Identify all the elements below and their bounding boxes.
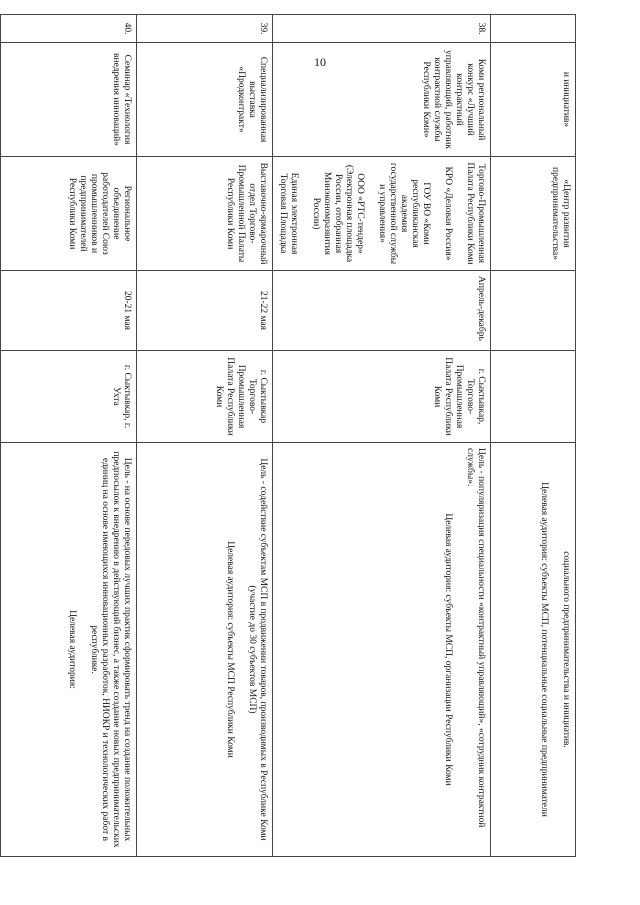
organizer-text: «Центр развития предпринимательства» — [550, 167, 571, 260]
organizer-text: Единая электронная Торговая Площадка — [278, 172, 299, 255]
event-place: г. Сыктывкар, г. Ухта — [1, 351, 137, 443]
goal-text: социального предпринимательства и инициатив. — [561, 551, 571, 748]
event-place: г. Сыктывкар Торгово-Промышленная Палата Республики Коми — [137, 351, 273, 443]
audience-text: Целевая аудитория: субъекты МСП, организации Республики Коми — [443, 513, 453, 786]
organizer-text: ГОУ ВО «Коми республиканская академия государственной службы и управления» — [377, 162, 431, 265]
organizer-text: ООО «РТС-тендер» (Электронная площадка России, отобранная Минэкономразвития России) — [311, 164, 365, 263]
event-name: и инициатив» — [491, 43, 576, 157]
audience-text: Целевая аудитория: субъекты МСП Республики Коми — [225, 541, 235, 758]
page-number: 10 — [314, 55, 326, 69]
organizer-text: КРО «Деловая Россия» — [443, 166, 453, 261]
organizers-cell — [137, 157, 273, 271]
rotated-table-area — [67, 14, 576, 856]
goal-cell — [491, 443, 576, 857]
goal-cell — [137, 443, 273, 857]
row-number: 40. — [1, 15, 137, 43]
row-number: 39. — [137, 15, 273, 43]
organizers-cell — [491, 157, 576, 271]
organizer-text: Торгово-Промышленная Палата Республики Коми — [465, 162, 486, 265]
event-date: Апрель-декабрь — [273, 271, 491, 351]
events-table — [0, 14, 576, 857]
organizers-cell — [273, 157, 491, 271]
goal-text: Цель - популяризация специальности «контрактный управляющий», «сотрудник контрактной службы». — [465, 448, 486, 828]
event-name: Семинар «Технология внедрения инноваций» — [1, 43, 137, 157]
table-row — [491, 15, 576, 857]
goal-text: Цель - на основе передовых лучших практик сформировать тренд на создание положительных предпосылок к внедрению в действующий бизнес, а также создание новых предпринимательских единиц на основе имеющихся инновационных разработок, НИОКР и технологических работ в республике. — [89, 451, 132, 848]
row-number: 38. — [273, 15, 491, 43]
organizers-cell — [1, 157, 137, 271]
row-number — [491, 15, 576, 43]
event-place: г. Сыктывкар, Торгово-Промышленная Палата Республики Коми — [273, 351, 491, 443]
event-name: Специализированная выставка «Продконтракт» — [137, 43, 273, 157]
organizer-text: Выставочно-ярмарочный отдел Торгово-Промышленной Палаты Республики Коми — [225, 162, 268, 265]
event-name: Коми региональный конкурс «Лучший контрактный управляющий, работник контрактной службы Республики Коми» — [273, 43, 491, 157]
goal-cell — [1, 443, 137, 857]
event-place — [491, 351, 576, 443]
organizer-text: Региональное объединение работодателей Союз промышленников и предпринимателей Республики Коми — [67, 172, 132, 255]
audience-text: Целевая аудитория: — [67, 610, 77, 689]
event-date: 20-21 мая — [1, 271, 137, 351]
goal-cell — [273, 443, 491, 857]
audience-text: Целевая аудитория: субъекты МСП, потенциальные социальные предприниматели — [539, 482, 549, 817]
table-row — [137, 15, 273, 857]
goal-text: Цель - содействие субъектам МСП в продвижении товаров, производимых в Республике Коми (участие до 30 субъектов МСП) — [247, 458, 268, 841]
event-date — [491, 271, 576, 351]
event-date: 21-22 мая — [137, 271, 273, 351]
table-row — [273, 15, 491, 857]
table-row — [1, 15, 137, 857]
